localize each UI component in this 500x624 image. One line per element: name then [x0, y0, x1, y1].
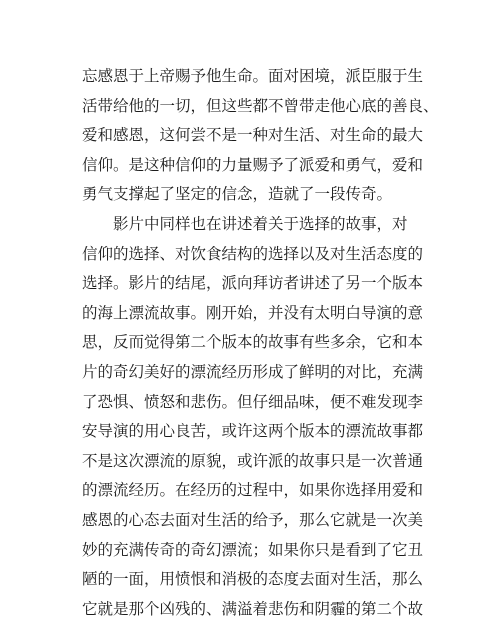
text-line: 勇气支撑起了坚定的信念，造就了一段传奇。 — [82, 185, 393, 204]
text-line: 陋的一面，用愤恨和消极的态度去面对生活，那么 — [82, 570, 424, 589]
document-body — [82, 62, 439, 624]
text-line: 安导演的用心良苦，或许这两个版本的漂流故事都 — [82, 422, 424, 441]
text-line: 信仰。是这种信仰的力量赐予了派爱和勇气，爱和 — [82, 155, 424, 174]
text-line: 影片中同样也在讲述着关于选择的故事，对 — [113, 214, 408, 233]
text-line: 感恩的心态去面对生活的给予，那么它就是一次美 — [82, 510, 424, 529]
text-line: 不是这次漂流的原貌，或许派的故事只是一次普通 — [82, 451, 424, 470]
text-line: 信仰的选择、对饮食结构的选择以及对生活态度的 — [82, 244, 424, 263]
text-line: 它就是那个凶残的、满溢着悲伤和阴霾的第二个故 — [82, 599, 424, 618]
text-line: 妙的充满传奇的奇幻漂流；如果你只是看到了它丑 — [82, 540, 424, 559]
text-line: 思，反而觉得第二个版本的故事有些多余，它和本 — [82, 333, 424, 352]
text-line: 的海上漂流故事。刚开始，并没有太明白导演的意 — [82, 303, 424, 322]
text-line: 选择。影片的结尾，派向拜访者讲述了另一个版本 — [82, 274, 424, 293]
text-line: 忘感恩于上帝赐予他生命。面对困境，派臣服于生 — [82, 67, 424, 85]
paragraph — [82, 210, 422, 624]
text-line: 的漂流经历。在经历的过程中，如果你选择用爱和 — [82, 481, 424, 500]
text-line: 了恐惧、愤怒和悲伤。但仔细品味，便不难发现李 — [82, 392, 424, 411]
text-line: 片的奇幻美好的漂流经历形成了鲜明的对比，充满 — [82, 362, 424, 381]
text-line: 爱和感恩，这何尝不是一种对生活、对生命的最大 — [82, 126, 424, 145]
text-line: 活带给他的一切，但这些都不曾带走他心底的善良、 — [82, 96, 439, 115]
paragraph — [82, 62, 439, 210]
